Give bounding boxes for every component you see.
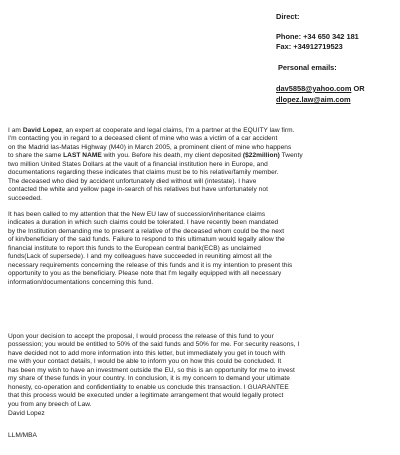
direct-label: Direct:: [276, 12, 300, 21]
email-line-2: [276, 95, 351, 105]
email-or: OR: [351, 84, 365, 93]
signature-name: David Lopez: [8, 410, 45, 417]
paragraph-line: of kin/beneficiary of the said funds. Failure to respond to this ultimatum would legally allow the: [8, 236, 285, 244]
paragraph-line: honesty, co-operation and confidentiality to enable us conclude this transaction. I GUARANTEE: [8, 383, 289, 391]
paragraph-proposal: [8, 333, 392, 409]
paragraph-line: on the Madrid las-Matas Highway (M40) in March 2005, a prominent client of mine who happens: [8, 143, 292, 151]
paragraph-line: two million United States Dollars at the vault of a financial institution here in Europe, and: [8, 160, 268, 168]
email-line-1: [276, 84, 365, 94]
paragraph-line: possession; you would be entitled to 50% of the said funds and 50% for me. For security reasons, I: [8, 341, 300, 349]
paragraph-line: that this process would be executed under a legitimate arrangement that would legally protect: [8, 392, 284, 400]
paragraph-line: information/documentations concerning this fund.: [8, 278, 154, 286]
paragraph-line: documentations regarding these indicates that claims must be to his relative/family member.: [8, 169, 279, 177]
paragraph-line: have decided not to add more information into this letter, but immediately you get in touch with: [8, 349, 286, 357]
paragraph-line: The deceased who died by accident unfortunately died without will (intestate). I have: [8, 177, 257, 185]
paragraph-introduction: [8, 127, 392, 203]
paragraph-eu-law: [8, 211, 392, 287]
paragraph-line: I am David Lopez, an expert at cooperate and legal claims, I'm a partner at the EQUITY law firm.: [8, 127, 295, 134]
personal-emails-label: Personal emails:: [278, 63, 337, 72]
paragraph-line: indicates a duration in which such claims could be tolerated. I have recently been mandated: [8, 219, 279, 227]
paragraph-line: contacted the white and yellow page in-search of his relatives but have unfortunately not: [8, 186, 268, 194]
paragraph-line: succeeded.: [8, 194, 42, 202]
signature-title: LLM/MBA: [8, 432, 37, 439]
paragraph-line: me with your contact details, I would be able to inform you on how this could be concluded. It: [8, 358, 282, 366]
paragraph-line: by the Institution demanding me to present a relative of the deceased whom could be the next: [8, 227, 285, 235]
email-link-2[interactable]: dlopez.law@aim.com: [276, 95, 351, 104]
paragraph-line: I'm contacting you in regard to a deceased client of mine who was a victim of a car accident: [8, 135, 278, 143]
paragraph-line: you from any breech of Law.: [8, 400, 92, 408]
paragraph-line: It has been called to my attention that the New EU law of succession/inheritance claims: [8, 211, 266, 218]
paragraph-line: to share the same LAST NAME with you. Before his death, my client deposited ($22million) Twenty: [8, 152, 303, 160]
paragraph-line: has been my wish to have an investment outside the EU, so this is an opportunity for me to invest: [8, 366, 295, 374]
paragraph-line: financial institute to report this funds to the European central bank(ECB) as unclaimed: [8, 244, 261, 252]
phone-number: Phone: +34 650 342 181: [276, 32, 359, 41]
paragraph-line: my share of these funds in your country. In conclusion, it is my concern to demand your ultimate: [8, 375, 290, 383]
paragraph-line: Upon your decision to accept the proposal, I would process the release of this fund to your: [8, 333, 274, 340]
paragraph-line: opportunity to you as the beneficiary. Please note that I'm legally equipped with all necessary: [8, 270, 282, 278]
fax-number: Fax: +34912719523: [276, 42, 343, 51]
email-link-1[interactable]: dav5858@yahoo.com: [276, 84, 352, 93]
paragraph-line: funds(Lack of supersede). I and my colleagues have succeeded in reuniting almost all the: [8, 253, 272, 261]
paragraph-line: necessary requirements concerning the release of this funds and it is my intention to present this: [8, 261, 293, 269]
